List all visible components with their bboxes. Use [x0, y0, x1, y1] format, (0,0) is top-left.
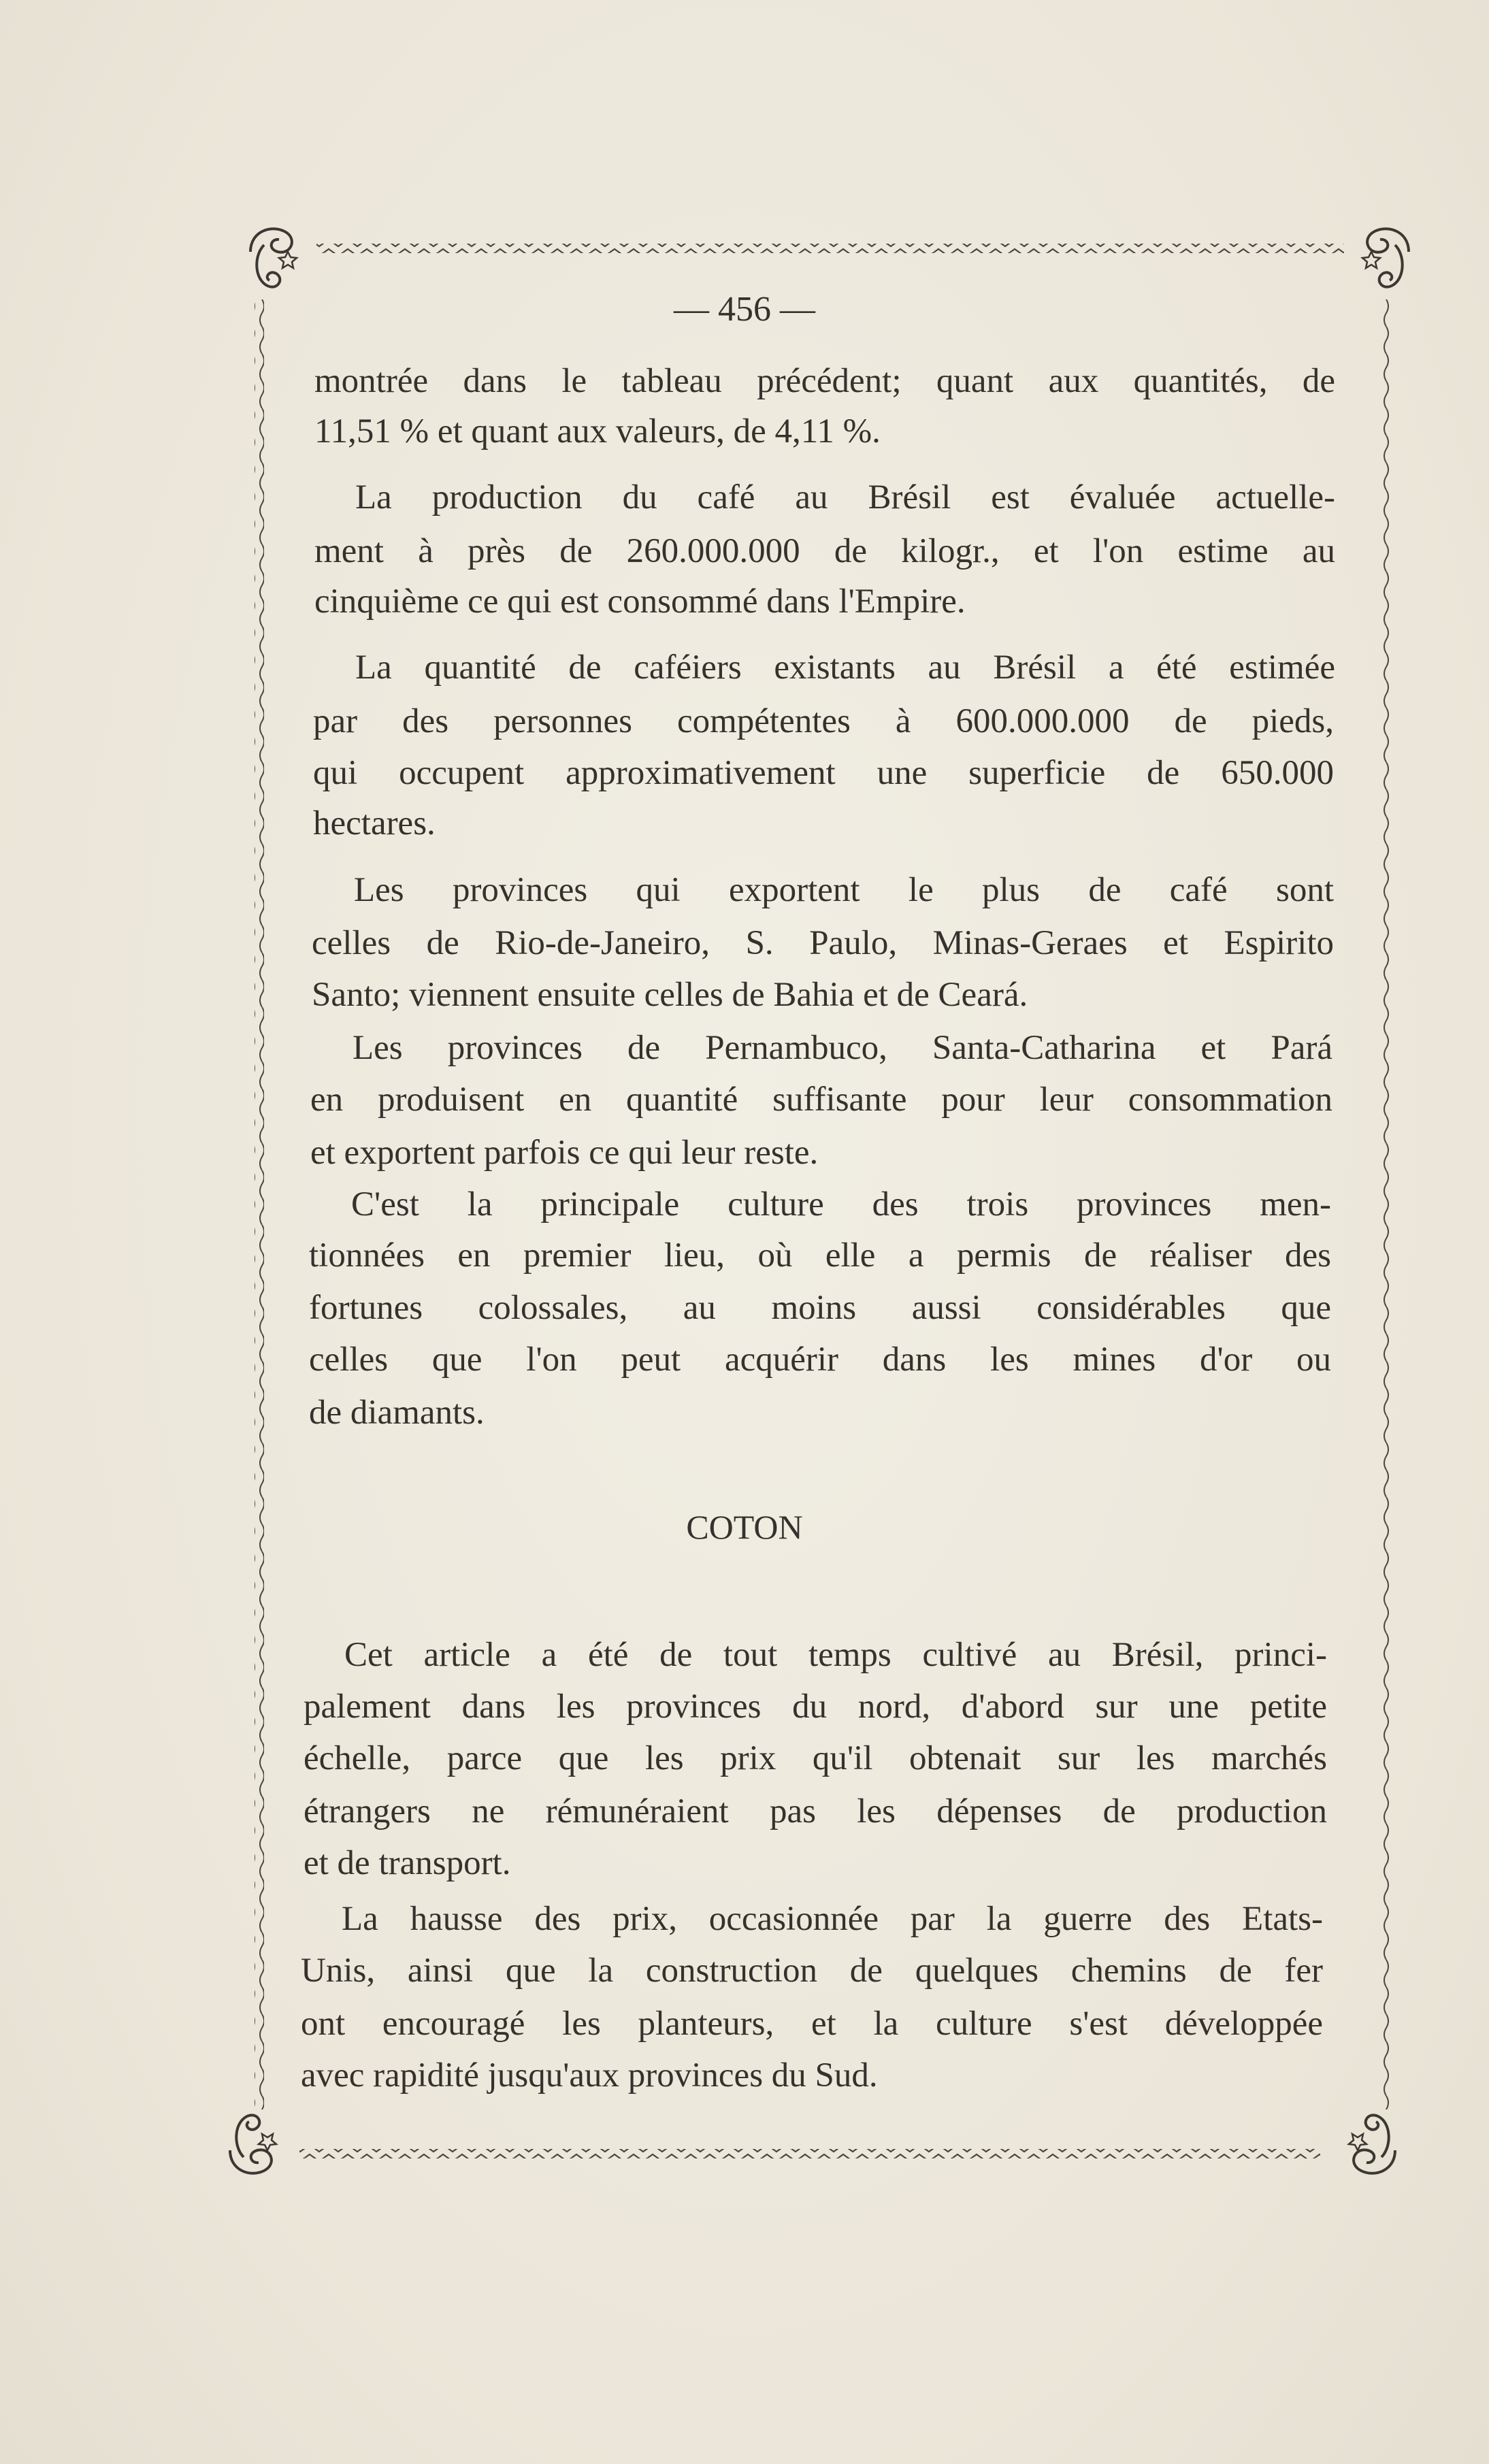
text-line: et de transport. — [304, 1844, 511, 1882]
text-line: Les provinces qui exportent le plus de café sont — [354, 871, 1334, 909]
text-line: Santo; viennent ensuite celles de Bahia et de Ceará. — [312, 976, 1028, 1014]
text-line: ont encouragé les planteurs, et la culture s'est développée — [301, 2005, 1323, 2043]
text-line: La quantité de caféiers existants au Brésil a été estimée — [355, 648, 1335, 687]
text-line: 11,51 % et quant aux valeurs, de 4,11 %. — [314, 412, 881, 450]
corner-ornament-top-right — [1362, 229, 1409, 286]
text-line: étrangers ne rémunéraient pas les dépenses de production — [304, 1792, 1327, 1830]
text-line: La production du café au Brésil est évaluée actuelle- — [355, 478, 1335, 516]
text-line: avec rapidité jusqu'aux provinces du Sud. — [301, 2056, 878, 2095]
text-line: qui occupent approximativement une superficie de 650.000 — [313, 754, 1334, 792]
border-left — [255, 299, 264, 2109]
page-number: — 456 — — [674, 290, 815, 329]
text-line: hectares. — [313, 804, 436, 842]
border-bottom — [299, 2149, 1320, 2158]
corner-ornament-top-left — [250, 229, 297, 286]
text-line: celles de Rio-de-Janeiro, S. Paulo, Minas-Geraes et Espirito — [312, 924, 1334, 962]
text-line: Les provinces de Pernambuco, Santa-Catharina et Pará — [353, 1029, 1332, 1067]
corner-ornament-bottom-left — [230, 2115, 276, 2173]
text-line: cinquième ce qui est consommé dans l'Empire. — [314, 582, 966, 621]
text-line: C'est la principale culture des trois provinces men- — [351, 1185, 1331, 1223]
text-line: de diamants. — [309, 1394, 485, 1432]
text-line: et exportent parfois ce qui leur reste. — [310, 1134, 819, 1172]
border-right — [1383, 299, 1392, 2109]
border-top — [316, 244, 1344, 253]
text-line: Unis, ainsi que la construction de quelques chemins de fer — [301, 1952, 1323, 1990]
text-line: ment à près de 260.000.000 de kilogr., et l'on estime au — [314, 532, 1335, 570]
text-line: tionnées en premier lieu, où elle a permis de réaliser des — [309, 1236, 1331, 1275]
text-line: montrée dans le tableau précédent; quant aux quantités, de — [314, 362, 1335, 400]
text-line: échelle, parce que les prix qu'il obtenait sur les marchés — [304, 1739, 1327, 1777]
text-line: Cet article a été de tout temps cultivé au Brésil, princi- — [344, 1636, 1327, 1674]
text-line: en produisent en quantité suffisante pour leur consommation — [310, 1081, 1332, 1119]
section-heading: COTON — [686, 1508, 803, 1546]
text-line: palement dans les provinces du nord, d'abord sur une petite — [304, 1688, 1327, 1726]
text-line: celles que l'on peut acquérir dans les mines d'or ou — [309, 1341, 1331, 1379]
corner-ornament-bottom-right — [1349, 2115, 1395, 2173]
text-line: fortunes colossales, au moins aussi considérables que — [309, 1289, 1331, 1327]
text-line: par des personnes compétentes à 600.000.000 de pieds, — [313, 702, 1334, 740]
text-line: La hausse des prix, occasionnée par la guerre des Etats- — [342, 1900, 1323, 1938]
